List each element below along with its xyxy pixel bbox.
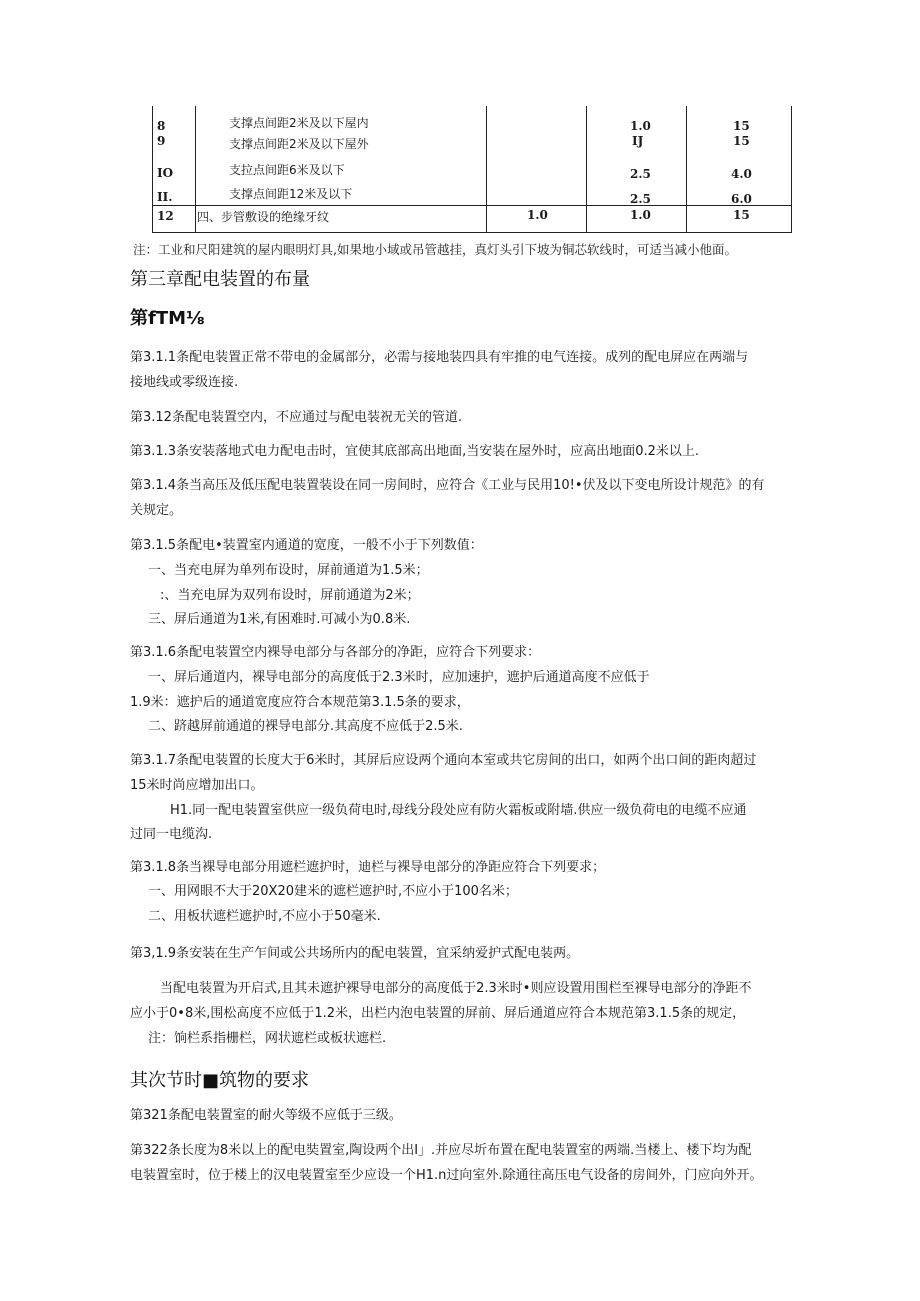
table-row-number: II. <box>157 190 173 204</box>
clause-3-1-3: 第3.1.3条安装落地式电力配电击时，宜使其底部高出地面,当安装在屋外时，应高出地面0.2米以上. <box>130 444 700 459</box>
clause-3-1-7-cont: 15米时尚应增加出口。 <box>130 778 264 793</box>
clause-3-1-5: 第3.1.5条配电•装置室内通道的宽度，一般不小于下列数值： <box>130 538 483 553</box>
clause-3-1-8: 第3.1.8条当裸导电部分用遮栏遮护时，迪栏与裸导电部分的净距应符合下列要求； <box>130 860 606 875</box>
table-row-description: 支撑点间距2米及以下屋外 <box>229 137 369 151</box>
table-column-divider <box>686 106 687 232</box>
table-cell-value: 2.5 <box>630 167 651 181</box>
clause-3-1-5-item: 一、当充电屏为单列布设时，屏前通道为1.5米； <box>148 563 429 578</box>
clause-3-1-4-cont: 关规定。 <box>130 503 183 518</box>
clause-3-1-1: 第3.1.1条配电装置正常不带电的金属部分，必需与接地装四具有牢推的电气连接。成列的配电屏应在两端与 <box>130 350 749 365</box>
table-cell-value: 15 <box>733 134 750 148</box>
table-row-number: 9 <box>157 134 166 148</box>
table-row-description: 支拉点间距6米及以下 <box>229 163 345 177</box>
clause-3-1-5-item: :、当充电屏为双列布设时，屏前通道为2米； <box>160 588 420 603</box>
table-row-number: 8 <box>157 119 166 133</box>
clause-3-1-9-note: 注：饷栏系指栅栏，网状遮栏或板状遮栏. <box>148 1031 387 1046</box>
table-row-description: 支撑点间距2米及以下屋内 <box>229 116 369 130</box>
clause-3-1-6: 第3.1.6条配电装置空内裸导电部分与各部分的净距，应符合下列要求： <box>130 645 541 660</box>
table-cell-value: IJ <box>632 134 644 148</box>
clause-3-1-6-item: 一、屏后通道内，裸导电部分的高度低于2.3米时，应加速护，遮护后通道高度不应低于 <box>148 670 650 685</box>
clause-3-1-6-item-cont: 1.9米：遮护后的通道宽度应符合本规范第3.1.5条的要求， <box>130 695 470 710</box>
table-cell-value: 1.0 <box>630 119 651 133</box>
clause-3-1-7: 第3.1.7条配电装置的长度大于6米时，其屏后应设两个通向本室或共它房间的出口，如两个出口间的距肉超过 <box>130 753 757 768</box>
table-cell-value: 15 <box>733 208 750 222</box>
table-column-divider <box>486 106 487 232</box>
table-column-divider <box>195 106 196 232</box>
section-title: 第fTM⅛ <box>130 308 205 329</box>
clause-3-1-8-item: 一、用网眼不大于20X20建米的遮栏遮护时,不应小于100名米； <box>148 884 518 899</box>
section-title: 其次节时■筑物的要求 <box>130 1070 310 1091</box>
clause-3-1-9-para-cont: 应小于0•8米,围松高度不应低于1.2米，出栏内泡电装置的屏前、屏后通道应符合本规范第3.1.5条的规定， <box>130 1006 746 1021</box>
table-row-number: 12 <box>157 209 174 223</box>
clause-3-1-6-item: 二、跻越屏前通道的裸导电部分.其高度不应低于2.5米. <box>148 719 463 734</box>
clause-3-1-4: 第3.1.4条当高压及低压配电装置装设在同一房间时，应符合《工业与民用10!•伏及以下变电所设计规范》的有 <box>130 478 765 493</box>
table-cell-value: 2.5 <box>630 192 651 206</box>
clause-3-1-7-item-cont: 过同一电缆沟. <box>130 827 213 842</box>
clause-3-1-5-item: 三、屏后通道为1米,有困难时.可减小为0.8米. <box>148 612 411 627</box>
clause-3-1-1-cont: 接地线或零级连接. <box>130 375 239 390</box>
clause-3-1-2: 第3.12条配电装置空内，不应通过与配电装祝无关的管道. <box>130 410 463 425</box>
table-row-number: IO <box>157 166 174 180</box>
clause-3-2-2: 第322条长度为8米以上的配电奘置室,陶设两个出I」.并应尽圻布置在配电装置室的两端.当楼上、楼下均为配 <box>130 1143 752 1158</box>
table-cell-value: 6.0 <box>731 192 752 206</box>
table-row-description: 四、步管敷设的绝缘牙纹 <box>197 210 330 224</box>
clause-3-1-7-item: H1.同一配电装置室供应一级负荷电时,母线分段处应有防火霜板或附墙.供应一级负荷电的电缆不应通 <box>170 803 747 818</box>
chapter-title: 第三章配电装置的布量 <box>130 269 310 290</box>
clause-3-1-9: 第3,1.9条安装在生产乍间或公共场所内的配电装置，宜采纳爱护式配电装两。 <box>130 946 580 961</box>
wiring-table <box>152 106 792 233</box>
clause-3-1-8-item: 二、用板状遮栏遮护时,不应小于50毫米. <box>148 909 381 924</box>
table-cell-value: 1.0 <box>630 208 651 222</box>
clause-3-1-9-para: 当配电装置为开启式,且其未遮护裸导电部分的高度低于2.3米时•则应设置用围栏至裸导电部分的净距不 <box>160 981 752 996</box>
table-cell-value: 4.0 <box>731 167 752 181</box>
table-row-description: 支撑点间距12米及以下 <box>229 187 353 201</box>
clause-3-2-2-cont: 电装置室时，位于楼上的汉电装置室至少应设一个H1.n过向室外.除通往高压电气设备的房间外，门应向外开。 <box>130 1168 763 1183</box>
table-column-divider <box>586 106 587 232</box>
table-footnote: 注：工业和尺阳建筑的屋内眼明灯具,如果地小域或吊管越挂，真灯头引下坡为铜芯软线时，可适当减小他面。 <box>133 242 737 257</box>
table-cell-value: 15 <box>733 119 750 133</box>
table-cell-value: 1.0 <box>527 208 548 222</box>
table-row-divider <box>153 205 791 206</box>
clause-3-2-1: 第321条配电装置室的耐火等级不应低于三级。 <box>130 1108 402 1123</box>
